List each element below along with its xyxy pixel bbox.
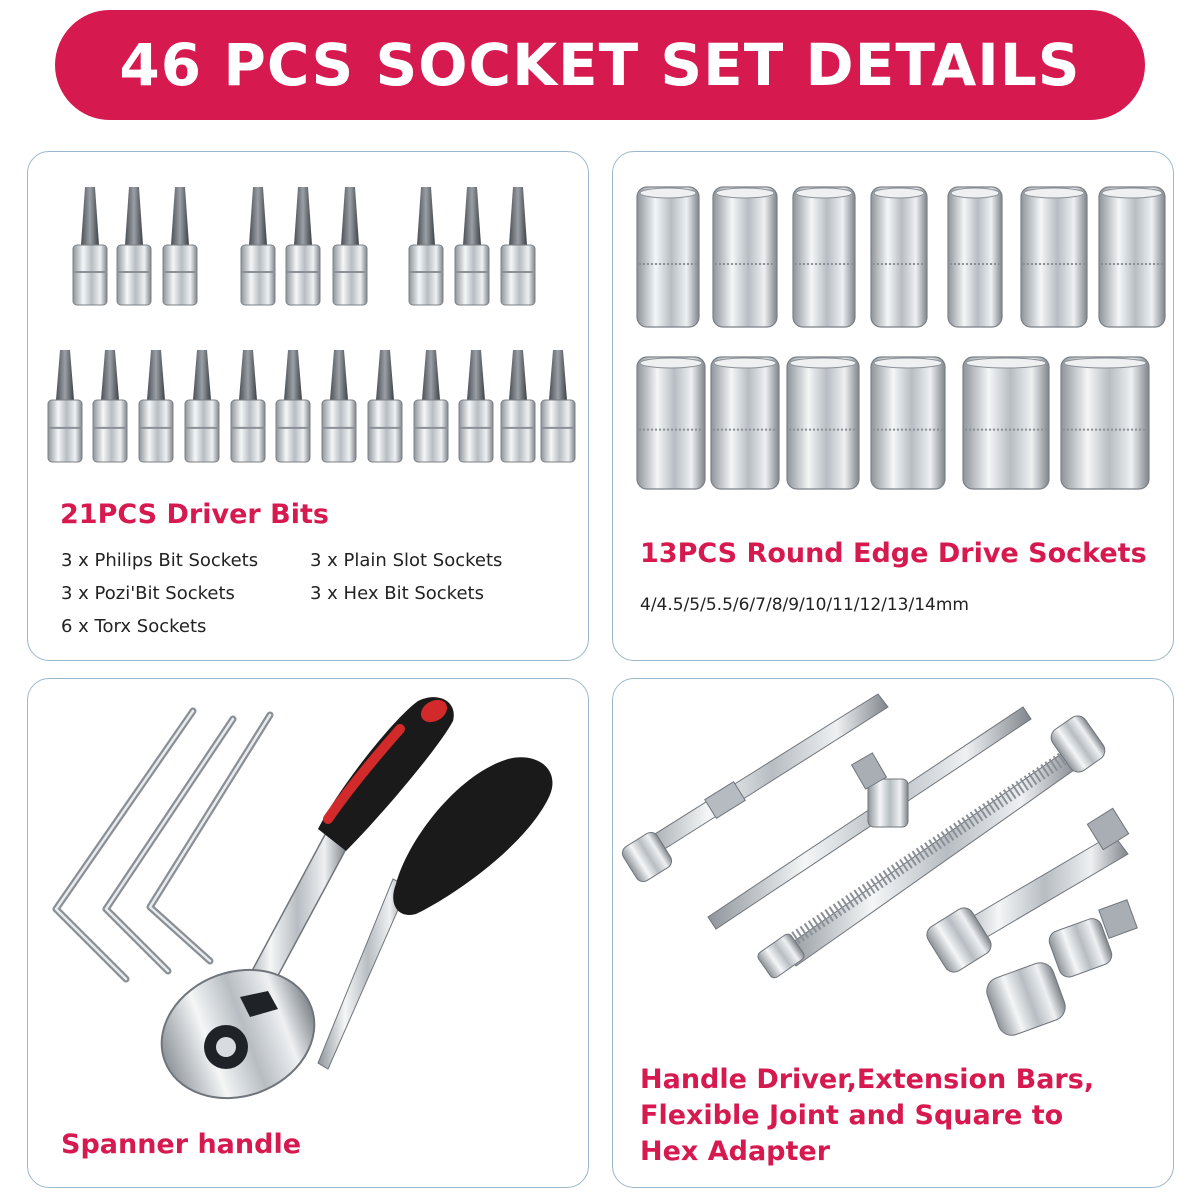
accessories-heading-line-3: Hex Adapter xyxy=(640,1136,831,1167)
bit-spec-philips: 3 x Philips Bit Sockets xyxy=(61,550,259,571)
drive-sockets-heading: 13PCS Round Edge Drive Sockets xyxy=(640,538,1147,569)
accessories-heading-line-2: Flexible Joint and Square to xyxy=(640,1100,1064,1131)
bit-socket-icon xyxy=(501,350,535,462)
bit-socket-icon xyxy=(231,350,265,462)
bit-socket-icon xyxy=(414,350,448,462)
drive-socket-icon xyxy=(948,187,1002,327)
bit-socket-icon xyxy=(276,350,310,462)
spanner-illustration xyxy=(28,679,589,1188)
bit-socket-icon xyxy=(368,350,402,462)
drive-socket-icon xyxy=(1021,187,1087,327)
bit-socket-icon xyxy=(541,350,575,462)
bit-spec-pozi: 3 x Pozi'Bit Sockets xyxy=(61,583,235,604)
bit-socket-icon xyxy=(455,187,489,305)
driver-bits-panel xyxy=(27,151,589,661)
bit-socket-icon xyxy=(48,350,82,462)
bit-socket-icon xyxy=(117,187,151,305)
drive-socket-icon xyxy=(1099,187,1165,327)
drive-socket-icon xyxy=(637,187,699,327)
spanner-panel xyxy=(27,678,589,1188)
bit-socket-icon xyxy=(286,187,320,305)
spanner-heading: Spanner handle xyxy=(61,1129,302,1160)
drive-socket-icon xyxy=(871,357,945,489)
drive-sockets-sizes: 4/4.5/5/5.5/6/7/8/9/10/11/12/13/14mm xyxy=(640,595,969,615)
bit-socket-icon xyxy=(333,187,367,305)
drive-socket-icon xyxy=(711,357,779,489)
bit-socket-icon xyxy=(139,350,173,462)
bit-socket-icon xyxy=(185,350,219,462)
bit-socket-icon xyxy=(322,350,356,462)
driver-bits-heading: 21PCS Driver Bits xyxy=(60,499,329,530)
bit-socket-icon xyxy=(241,187,275,305)
drive-socket-icon xyxy=(787,357,859,489)
bit-spec-hex: 3 x Hex Bit Sockets xyxy=(310,583,484,604)
bit-socket-icon xyxy=(73,187,107,305)
extension-bar-icon xyxy=(619,694,888,885)
bit-socket-icon xyxy=(501,187,535,305)
drive-socket-icon xyxy=(713,187,777,327)
bit-spec-slot: 3 x Plain Slot Sockets xyxy=(310,550,503,571)
bit-socket-icon xyxy=(409,187,443,305)
bit-socket-icon xyxy=(163,187,197,305)
drive-socket-icon xyxy=(963,357,1049,489)
accessories-heading-line-1: Handle Driver,Extension Bars, xyxy=(640,1064,1095,1095)
accessories-panel xyxy=(612,678,1174,1188)
hex-key-icon xyxy=(56,711,270,979)
drive-socket-icon xyxy=(1061,357,1149,489)
drive-socket-icon xyxy=(793,187,855,327)
drive-sockets-illustration xyxy=(613,152,1174,661)
page-title: 46 PCS SOCKET SET DETAILS xyxy=(119,31,1081,99)
drive-sockets-panel xyxy=(612,151,1174,661)
bit-socket-icon xyxy=(93,350,127,462)
bit-spec-torx: 6 x Torx Sockets xyxy=(61,616,207,637)
title-banner xyxy=(55,10,1145,120)
bit-socket-icon xyxy=(459,350,493,462)
drive-socket-icon xyxy=(637,357,705,489)
drive-socket-icon xyxy=(871,187,927,327)
